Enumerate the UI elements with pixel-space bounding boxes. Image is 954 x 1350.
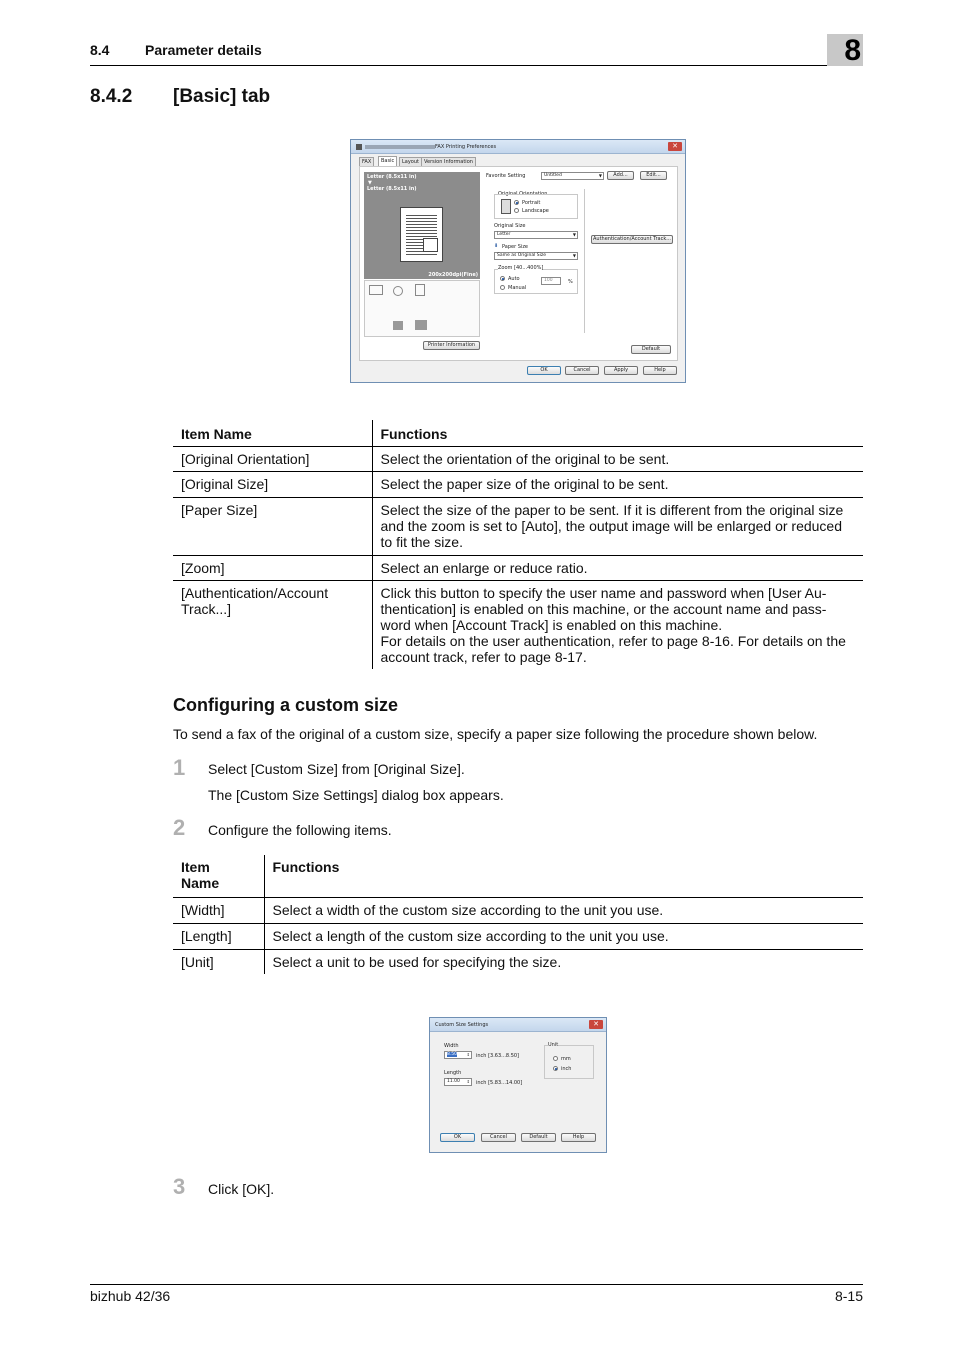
step-number: 1 [173,755,186,780]
portrait-radio[interactable] [514,200,519,205]
function-cell: Select the paper size of the original to be sent. [380,475,669,492]
original-size-value: Letter [497,232,511,237]
page-footer [90,1284,863,1304]
basic-tab-items-table [173,420,863,669]
zoom-auto-radio[interactable] [500,276,505,281]
unit-inch-label: inch [561,1066,572,1072]
cancel-button[interactable]: Cancel [565,366,599,375]
step-text: Configure the following items. [208,822,392,838]
custom-size-settings-dialog [429,1017,607,1153]
zoom-label: Zoom [40...400%] [498,265,544,271]
item-name-cell: [Authentication/Account Track...] [173,580,372,669]
preview-resolution: 200x200dpi(Fine) [428,272,478,278]
dialog-title: FAX Printing Preferences [435,144,497,150]
table-row [173,897,863,923]
chevron-down-icon: ▼ [598,173,602,178]
item-name-cell: [Original Size] [173,471,372,497]
zoom-value-input[interactable] [541,277,561,285]
chevron-down-icon: ▼ [572,232,576,237]
zoom-value: 100 [544,278,553,283]
preview-original-size: Letter (8.5x11 in) [367,174,417,180]
paper-arrow-icon: ⬇ [494,243,499,249]
help-button[interactable]: Help [561,1133,596,1142]
item-name-cell: [Length] [173,923,264,949]
original-orientation-label: Original Orientation [498,191,548,197]
length-input[interactable] [444,1078,472,1086]
product-name: bizhub 42/36 [90,1288,171,1304]
function-cell: Select a unit to be used for specifying the size. [272,953,562,970]
column-header-item-name: Item Name [173,420,372,446]
unit-inch-radio[interactable] [553,1066,558,1071]
original-size-select[interactable] [494,231,578,239]
function-cell: Select the orientation of the original to be sent. [380,450,670,467]
step-number: 3 [173,1174,186,1199]
item-name-cell: [Original Orientation] [173,446,372,471]
dialog-titlebar [351,140,685,154]
table-row [173,923,863,949]
zoom-unit: % [568,279,573,285]
table-row [173,497,863,555]
preview-arrow: ▼ [368,180,372,186]
length-label: Length [444,1070,462,1076]
unit-group [544,1042,594,1079]
heading-number: 8.4.2 [90,86,133,107]
function-cell: Select the size of the paper to be sent. If it is different from the original size and the zoom is set to [Auto], the output image will be enlarged or reduced to fit the size. [380,501,844,550]
column-header-functions: Functions [380,426,448,442]
chapter-badge: 8 [827,34,863,66]
preview-area [364,172,480,279]
unit-label: Unit [548,1042,559,1048]
function-cell: Select a width of the custom size according to the unit you use. [272,901,664,918]
column-header-item-name: Item Name [173,855,264,897]
step-result: The [Custom Size Settings] dialog box appears. [208,787,504,803]
dialog-title: Custom Size Settings [435,1022,489,1028]
paper-size-value: Same as Original Size [497,253,547,258]
portrait-label: Portrait [522,200,541,206]
section-title: Parameter details [145,42,262,58]
cancel-button[interactable]: Cancel [481,1133,516,1142]
item-name-cell: [Paper Size] [173,497,372,555]
intro-paragraph: To send a fax of the original of a custom size, specify a paper size following the procedure shown below. [173,726,818,742]
heading-title: [Basic] tab [173,86,271,107]
unit-mm-radio[interactable] [553,1056,558,1061]
authentication-account-track-button[interactable]: Authentication/Account Track... [592,236,672,242]
custom-size-items-table [173,855,863,974]
table-row [173,446,863,471]
panel-divider [584,189,585,333]
edit-button[interactable]: Edit... [640,171,667,180]
printer-information-button[interactable]: Printer Information [423,341,480,350]
tab-version-information[interactable]: Version Information [421,157,476,166]
function-cell: Select a length of the custom size according to the unit you use. [272,927,669,944]
width-value: 8.50 [447,1052,458,1057]
cover-page-icon [415,284,425,296]
user-icon [393,321,403,330]
table-row [173,471,863,497]
help-button[interactable]: Help [643,366,677,375]
function-text: Click this button to specify the user name and password when [User Au-thentication] is enabled on this machine, or the account name and pass-word when [Account Track] is enabled on this machine. [380,584,827,633]
width-range: inch [3.63...8.50] [476,1053,520,1059]
function-cell: Select an enlarge or reduce ratio. [380,559,588,576]
item-name-cell: [Unit] [173,949,264,974]
tab-basic[interactable]: Basic [378,156,397,167]
table-row [173,949,863,974]
portrait-preview-icon [501,199,511,214]
column-header-functions: Functions [272,859,340,875]
spinner-icon: ⇕ [466,1079,470,1084]
step-text: Select [Custom Size] from [Original Size]. [208,761,465,777]
function-reference-text: For details on the user authentication, refer to page 8-16. For details on the account track, refer to page 8-17. [380,632,846,665]
width-label: Width [444,1043,459,1049]
page-number: 8-15 [834,1288,863,1304]
default-button[interactable]: Default [521,1133,556,1142]
favorite-setting-label: Favorite Setting [486,173,526,179]
favorite-setting-select[interactable] [541,172,604,180]
length-range: inch [5.83...14.00] [476,1080,523,1086]
add-button[interactable]: Add... [607,171,634,180]
ok-button[interactable]: OK [440,1133,475,1142]
dialog-titlebar [430,1018,606,1032]
original-size-label: Original Size [494,223,526,229]
tab-fax[interactable]: FAX [359,157,374,166]
item-name-cell: [Width] [173,897,264,923]
timer-icon [393,286,403,296]
favorite-setting-value: Untitled [544,173,562,178]
paper-size-label: Paper Size [502,244,529,250]
table-header-row [173,855,863,897]
subheading: Configuring a custom size [173,695,399,715]
printer-icon [356,144,362,150]
unit-mm-label: mm [561,1056,571,1062]
step-text: Click [OK]. [208,1181,275,1197]
chevron-down-icon: ▼ [572,253,576,258]
fax-icon [369,285,383,295]
close-icon[interactable]: ✕ [668,142,682,151]
item-name-cell: [Zoom] [173,555,372,580]
width-input[interactable] [444,1051,472,1059]
printing-preferences-dialog [350,139,686,383]
section-number: 8.4 [90,42,110,58]
landscape-radio[interactable] [514,208,519,213]
running-header [90,34,863,67]
default-button[interactable]: Default [631,345,671,354]
table-header-row [173,420,863,446]
zoom-group [494,265,578,294]
zoom-manual-label: Manual [508,285,527,291]
apply-button[interactable]: Apply [604,366,638,375]
zoom-auto-label: Auto [508,276,520,282]
preview-paper-size: Letter (8.5x11 in) [367,186,417,192]
zoom-manual-radio[interactable] [500,285,505,290]
orientation-group [494,194,578,219]
table-row [173,580,863,669]
table-row [173,555,863,580]
step-number: 2 [173,815,186,840]
spinner-icon: ⇕ [466,1052,470,1057]
function-icon-area [364,280,480,337]
paper-size-select[interactable] [494,252,578,260]
function-cell [372,580,863,669]
tab-layout[interactable]: Layout [399,157,422,166]
page-preview-icon [400,207,443,262]
close-icon[interactable]: ✕ [589,1020,603,1029]
ok-button[interactable]: OK [527,366,561,375]
length-value: 11.00 [447,1079,460,1084]
landscape-label: Landscape [522,208,549,214]
printer-name-redacted [365,145,435,149]
account-icon [415,320,427,330]
